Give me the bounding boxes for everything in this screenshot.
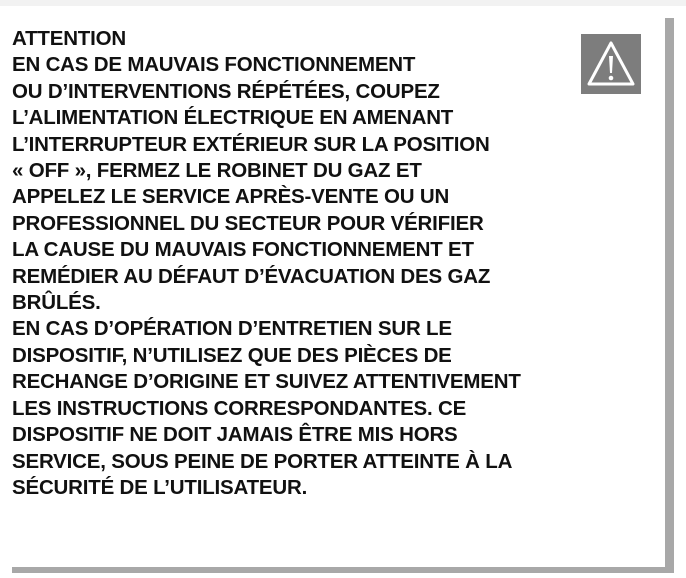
notice-line: PROFESSIONNEL DU SECTEUR POUR VÉRIFIER bbox=[12, 211, 484, 235]
notice-line: APPELEZ LE SERVICE APRÈS-VENTE OU UN bbox=[12, 185, 450, 209]
notice-line: LES INSTRUCTIONS CORRESPONDANTES. CE bbox=[12, 396, 467, 420]
notice-shadow-right bbox=[665, 18, 674, 573]
notice-line: REMÉDIER AU DÉFAUT D’ÉVACUATION DES GAZ bbox=[12, 264, 491, 288]
notice-line: DISPOSITIF NE DOIT JAMAIS ÊTRE MIS HORS bbox=[12, 423, 458, 447]
notice-heading: ATTENTION bbox=[12, 27, 126, 50]
notice-line: EN CAS DE MAUVAIS FONCTIONNEMENT bbox=[12, 53, 416, 77]
warning-notice-text bbox=[12, 26, 662, 501]
notice-line: RECHANGE D’ORIGINE ET SUIVEZ ATTENTIVEMENT bbox=[12, 370, 521, 394]
notice-line: L’ALIMENTATION ÉLECTRIQUE EN AMENANT bbox=[12, 106, 454, 130]
notice-line: EN CAS D’OPÉRATION D’ENTRETIEN SUR LE bbox=[12, 317, 452, 341]
notice-line: L’INTERRUPTEUR EXTÉRIEUR SUR LA POSITION bbox=[12, 132, 490, 156]
notice-line: OU D’INTERVENTIONS RÉPÉTÉES, COUPEZ bbox=[12, 79, 440, 103]
warning-triangle-icon bbox=[581, 34, 641, 94]
warning-triangle-icon-graphic bbox=[581, 34, 641, 94]
notice-line: « OFF », FERMEZ LE ROBINET DU GAZ ET bbox=[12, 159, 422, 183]
notice-shadow-bottom bbox=[12, 567, 674, 573]
page-top-edge bbox=[0, 0, 686, 6]
notice-line: DISPOSITIF, N’UTILISEZ QUE DES PIÈCES DE bbox=[12, 343, 452, 367]
notice-line: SÉCURITÉ DE L’UTILISATEUR. bbox=[12, 475, 308, 499]
notice-line: LA CAUSE DU MAUVAIS FONCTIONNEMENT ET bbox=[12, 238, 474, 262]
notice-line: BRÛLÉS. bbox=[12, 291, 101, 315]
notice-line: SERVICE, SOUS PEINE DE PORTER ATTEINTE À LA bbox=[12, 449, 513, 473]
